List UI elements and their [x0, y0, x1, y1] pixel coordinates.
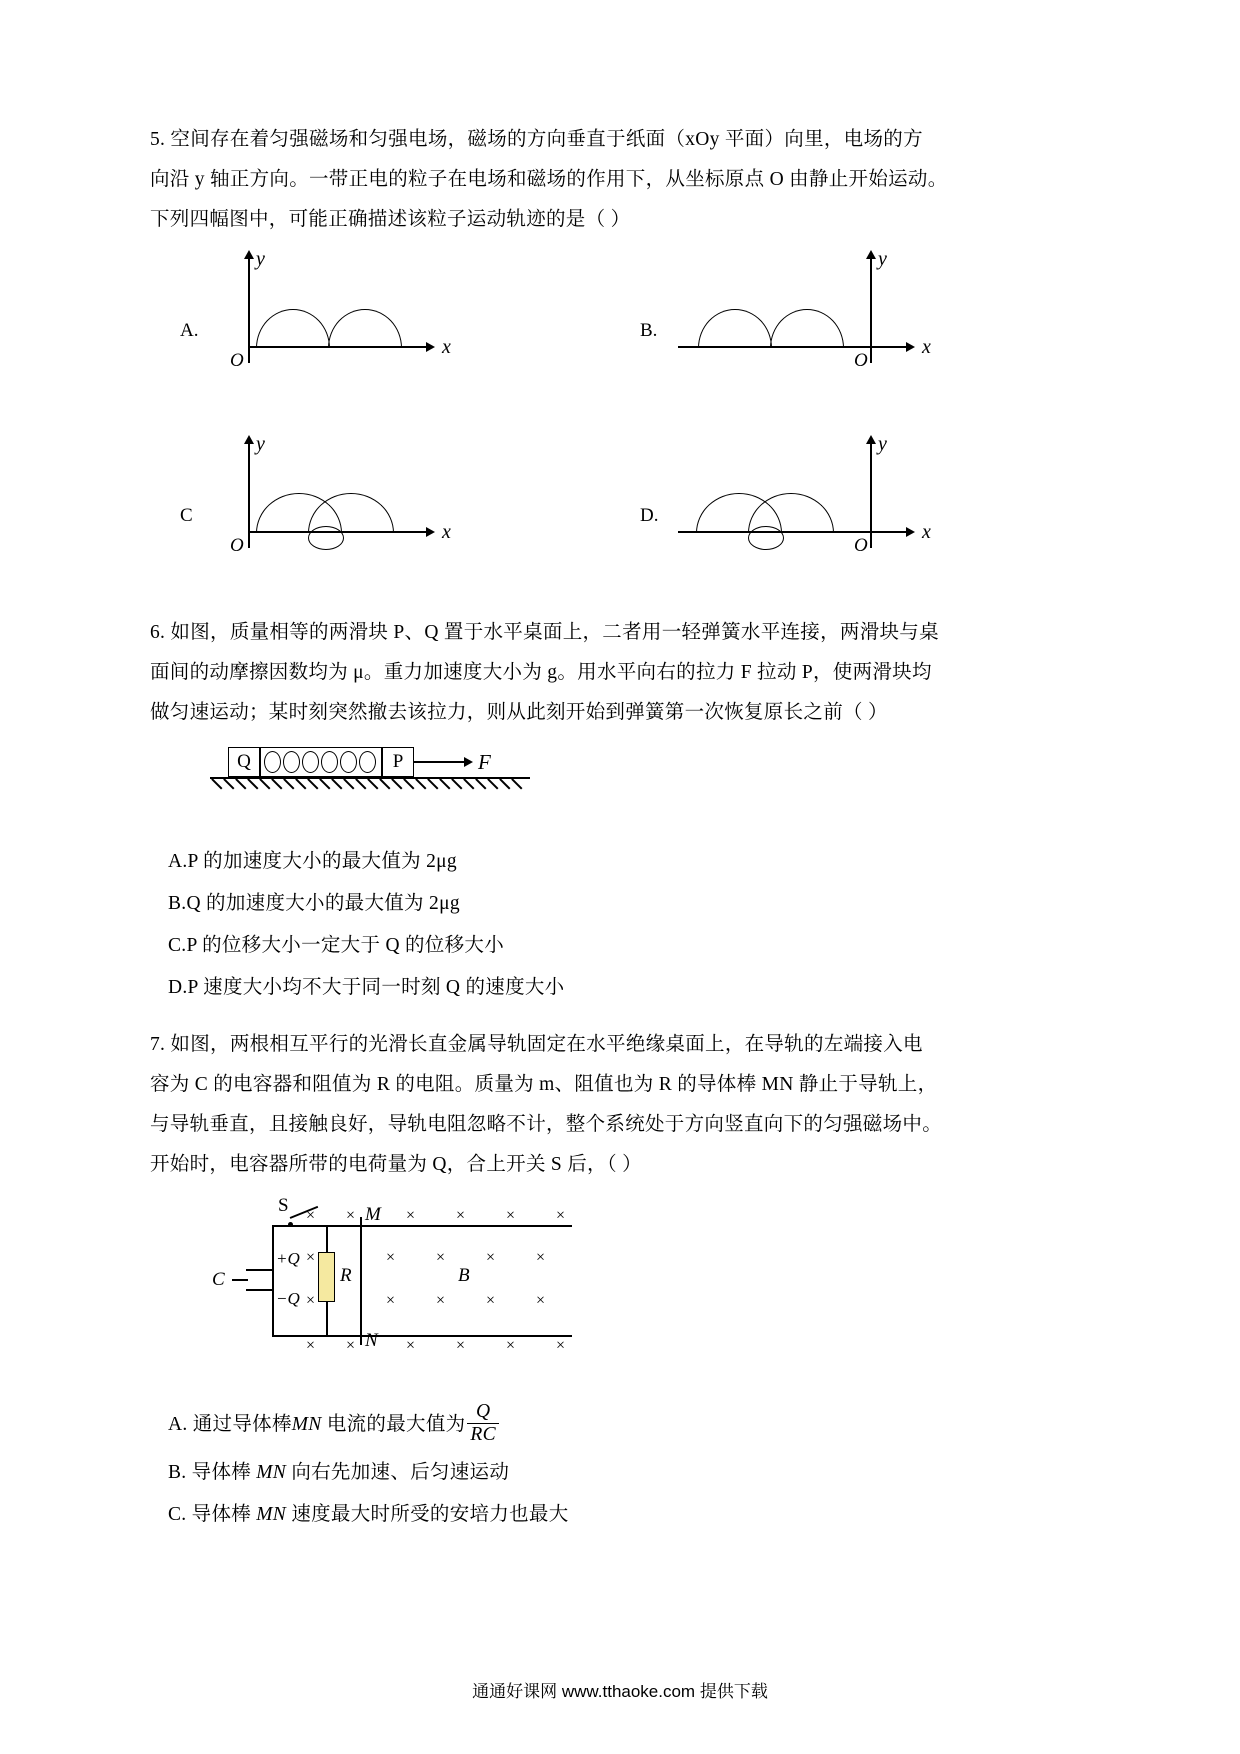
spring-coil [359, 751, 376, 773]
option-c-italic: MN [256, 1504, 287, 1525]
field-cross: × [406, 1207, 416, 1224]
option-b-italic: MN [256, 1462, 287, 1483]
figure-option-b [640, 248, 940, 378]
field-cross: × [346, 1337, 356, 1354]
question-6-option-c: C.P 的位移大小一定大于 Q 的位移大小 [168, 935, 505, 956]
question-5-figures-row-1 [170, 248, 1110, 413]
question-7-number: 7. [150, 1034, 166, 1055]
option-a-fraction [467, 1401, 499, 1447]
rod-bottom-label: N [365, 1330, 378, 1351]
spring-coil [302, 751, 319, 773]
figure-a-y-label: y [256, 248, 265, 270]
left-wire-vertical [272, 1225, 274, 1337]
field-cross: × [306, 1337, 316, 1354]
magnetic-field-label: B [458, 1265, 470, 1286]
figure-a-x-label: x [442, 336, 451, 358]
rail-bottom [272, 1335, 572, 1337]
question-6-line-2: 面间的动摩擦因数均为 μ。重力加速度大小为 g。用水平向右的拉力 F 拉动 P，使两滑块均 [150, 662, 932, 683]
field-cross: × [386, 1249, 396, 1266]
option-a-mid: 电流的最大值为 [326, 1414, 466, 1435]
question-7-options [150, 1398, 1090, 1536]
question-5-figures-row-2 [170, 433, 1110, 593]
figure-b-origin-label: O [854, 350, 868, 371]
spring-coil [321, 751, 338, 773]
question-5-number: 5. [150, 129, 166, 150]
resistor-R [318, 1252, 335, 1302]
spring [260, 747, 382, 777]
question-6-option-d: D.P 速度大小均不大于同一时刻 Q 的速度大小 [168, 977, 565, 998]
question-7-option-c [168, 1494, 1090, 1536]
figure-d-origin-label: O [854, 535, 868, 556]
field-cross: × [456, 1337, 466, 1354]
field-cross: × [406, 1337, 416, 1354]
question-6-line-1 [150, 613, 1090, 653]
charge-positive-label: +Q [276, 1249, 300, 1268]
figure-c-label: C [180, 505, 193, 526]
question-5-line-1 [150, 120, 1090, 160]
figure-a-origin-label: O [230, 350, 244, 371]
option-c-pre: 导体棒 [191, 1504, 252, 1525]
field-cross: × [506, 1207, 516, 1224]
rod-top-label: M [365, 1204, 381, 1225]
figure-b-label: B. [640, 320, 658, 341]
field-cross: × [556, 1207, 566, 1224]
option-b-label: B. [168, 1462, 187, 1483]
figure-a-arc-1 [256, 309, 330, 348]
spring-coil [340, 751, 357, 773]
force-arrow-line [414, 761, 466, 763]
figure-b-x-arrow-icon [906, 342, 915, 352]
page-footer: 通通好课网 www.tthaoke.com 提供下载 [472, 1682, 768, 1701]
option-a-label: A. [168, 1414, 188, 1435]
question-5-text-1: 空间存在着匀强磁场和匀强电场，磁场的方向垂直于纸面（xOy 平面）向里，电场的方 [170, 129, 923, 150]
figure-d-y-label: y [878, 433, 887, 455]
figure-d-label: D. [640, 505, 659, 526]
capacitor-lead [232, 1279, 248, 1281]
figure-a-arc-2 [328, 309, 402, 348]
field-cross: × [536, 1249, 546, 1266]
figure-c-origin-label: O [230, 535, 244, 556]
question-7-text-1: 如图，两根相互平行的光滑长直金属导轨固定在水平绝缘桌面上，在导轨的左端接入电 [170, 1034, 923, 1055]
field-cross: × [346, 1207, 356, 1224]
figure-b-x-label: x [922, 336, 931, 358]
question-7-line-4: 开始时，电容器所带的电荷量为 Q，合上开关 S 后，（ ） [150, 1154, 642, 1175]
option-c-post: 速度最大时所受的安培力也最大 [291, 1504, 569, 1525]
figure-b-y-arrow-icon [866, 250, 876, 259]
field-cross: × [486, 1292, 496, 1309]
question-6-figure [210, 747, 630, 817]
field-cross: × [436, 1292, 446, 1309]
field-cross: × [456, 1207, 466, 1224]
block-p: P [382, 747, 414, 777]
field-cross: × [306, 1249, 316, 1266]
figure-option-d [640, 433, 940, 563]
field-cross: × [306, 1292, 316, 1309]
rod-MN [360, 1217, 362, 1345]
question-6-text-1: 如图，质量相等的两滑块 P、Q 置于水平桌面上，二者用一轻弹簧水平连接，两滑块与桌 [170, 622, 939, 643]
figure-c-loop [308, 526, 344, 550]
rail-top [272, 1225, 572, 1227]
option-b-pre: 导体棒 [191, 1462, 252, 1483]
figure-d-loop [748, 526, 784, 550]
switch-label: S [278, 1195, 289, 1216]
block-q: Q [228, 747, 260, 777]
figure-d-y-arrow-icon [866, 435, 876, 444]
resistor-label: R [340, 1265, 352, 1286]
figure-b-arc-2 [770, 309, 844, 348]
figure-c-y-arrow-icon [244, 435, 254, 444]
capacitor-plate-bottom [246, 1289, 272, 1291]
force-arrow-icon [464, 757, 473, 767]
field-cross: × [556, 1337, 566, 1354]
figure-b-arc-1 [698, 309, 772, 348]
figure-c-x-arrow-icon [426, 527, 435, 537]
capacitor-label: C [212, 1269, 225, 1290]
figure-b-y-label: y [878, 248, 887, 270]
figure-option-c [180, 433, 480, 563]
figure-c-y-label: y [256, 433, 265, 455]
spring-coil [264, 751, 281, 773]
question-6-option-b: B.Q 的加速度大小的最大值为 2μg [168, 893, 460, 914]
question-5-line-3: 下列四幅图中，可能正确描述该粒子运动轨迹的是（ ） [150, 209, 631, 230]
figure-a-y-arrow-icon [244, 250, 254, 259]
question-7-line-3: 与导轨垂直，且接触良好，导轨电阻忽略不计，整个系统处于方向竖直向下的匀强磁场中。 [150, 1114, 943, 1135]
fraction-numerator: Q [475, 1400, 491, 1422]
question-6 [150, 613, 1090, 733]
fraction-denominator: RC [467, 1423, 499, 1446]
question-7-line-1 [150, 1025, 1090, 1065]
force-label: F [478, 750, 491, 774]
question-6-option-a: A.P 的加速度大小的最大值为 2μg [168, 851, 457, 872]
figure-option-a [180, 248, 480, 378]
question-7-figure [210, 1197, 770, 1372]
capacitor-plate-top [246, 1269, 272, 1271]
spring-coil [283, 751, 300, 773]
figure-a-label: A. [180, 320, 199, 341]
question-7 [150, 1025, 1090, 1185]
option-b-post: 向右先加速、后匀速运动 [291, 1462, 510, 1483]
question-6-line-3: 做匀速运动；某时刻突然撤去该拉力，则从此刻开始到弹簧第一次恢复原长之前（ ） [150, 702, 888, 723]
field-cross: × [306, 1207, 316, 1224]
field-cross: × [486, 1249, 496, 1266]
field-cross: × [536, 1292, 546, 1309]
question-7-option-b [168, 1452, 1090, 1494]
field-cross: × [506, 1337, 516, 1354]
question-5-line-2: 向沿 y 轴正方向。一带正电的粒子在电场和磁场的作用下，从坐标原点 O 由静止开始运动。 [150, 169, 948, 190]
question-7-line-2: 容为 C 的电容器和阻值为 R 的电阻。质量为 m、阻值也为 R 的导体棒 MN 静止于导轨上， [150, 1074, 938, 1095]
question-6-number: 6. [150, 622, 166, 643]
figure-d-x-label: x [922, 521, 931, 543]
option-c-label: C. [168, 1504, 187, 1525]
option-a-italic: MN [291, 1414, 322, 1435]
question-7-option-a [168, 1398, 1090, 1452]
figure-a-x-arrow-icon [426, 342, 435, 352]
field-cross: × [386, 1292, 396, 1309]
option-a-pre: 通过导体棒 [192, 1414, 292, 1435]
question-5 [150, 120, 1090, 240]
charge-negative-label: −Q [276, 1289, 300, 1308]
figure-c-x-label: x [442, 521, 451, 543]
figure-d-x-arrow-icon [906, 527, 915, 537]
field-cross: × [436, 1249, 446, 1266]
question-6-options [150, 841, 1090, 1009]
switch-node [288, 1222, 293, 1227]
ground-hatching [210, 778, 530, 794]
